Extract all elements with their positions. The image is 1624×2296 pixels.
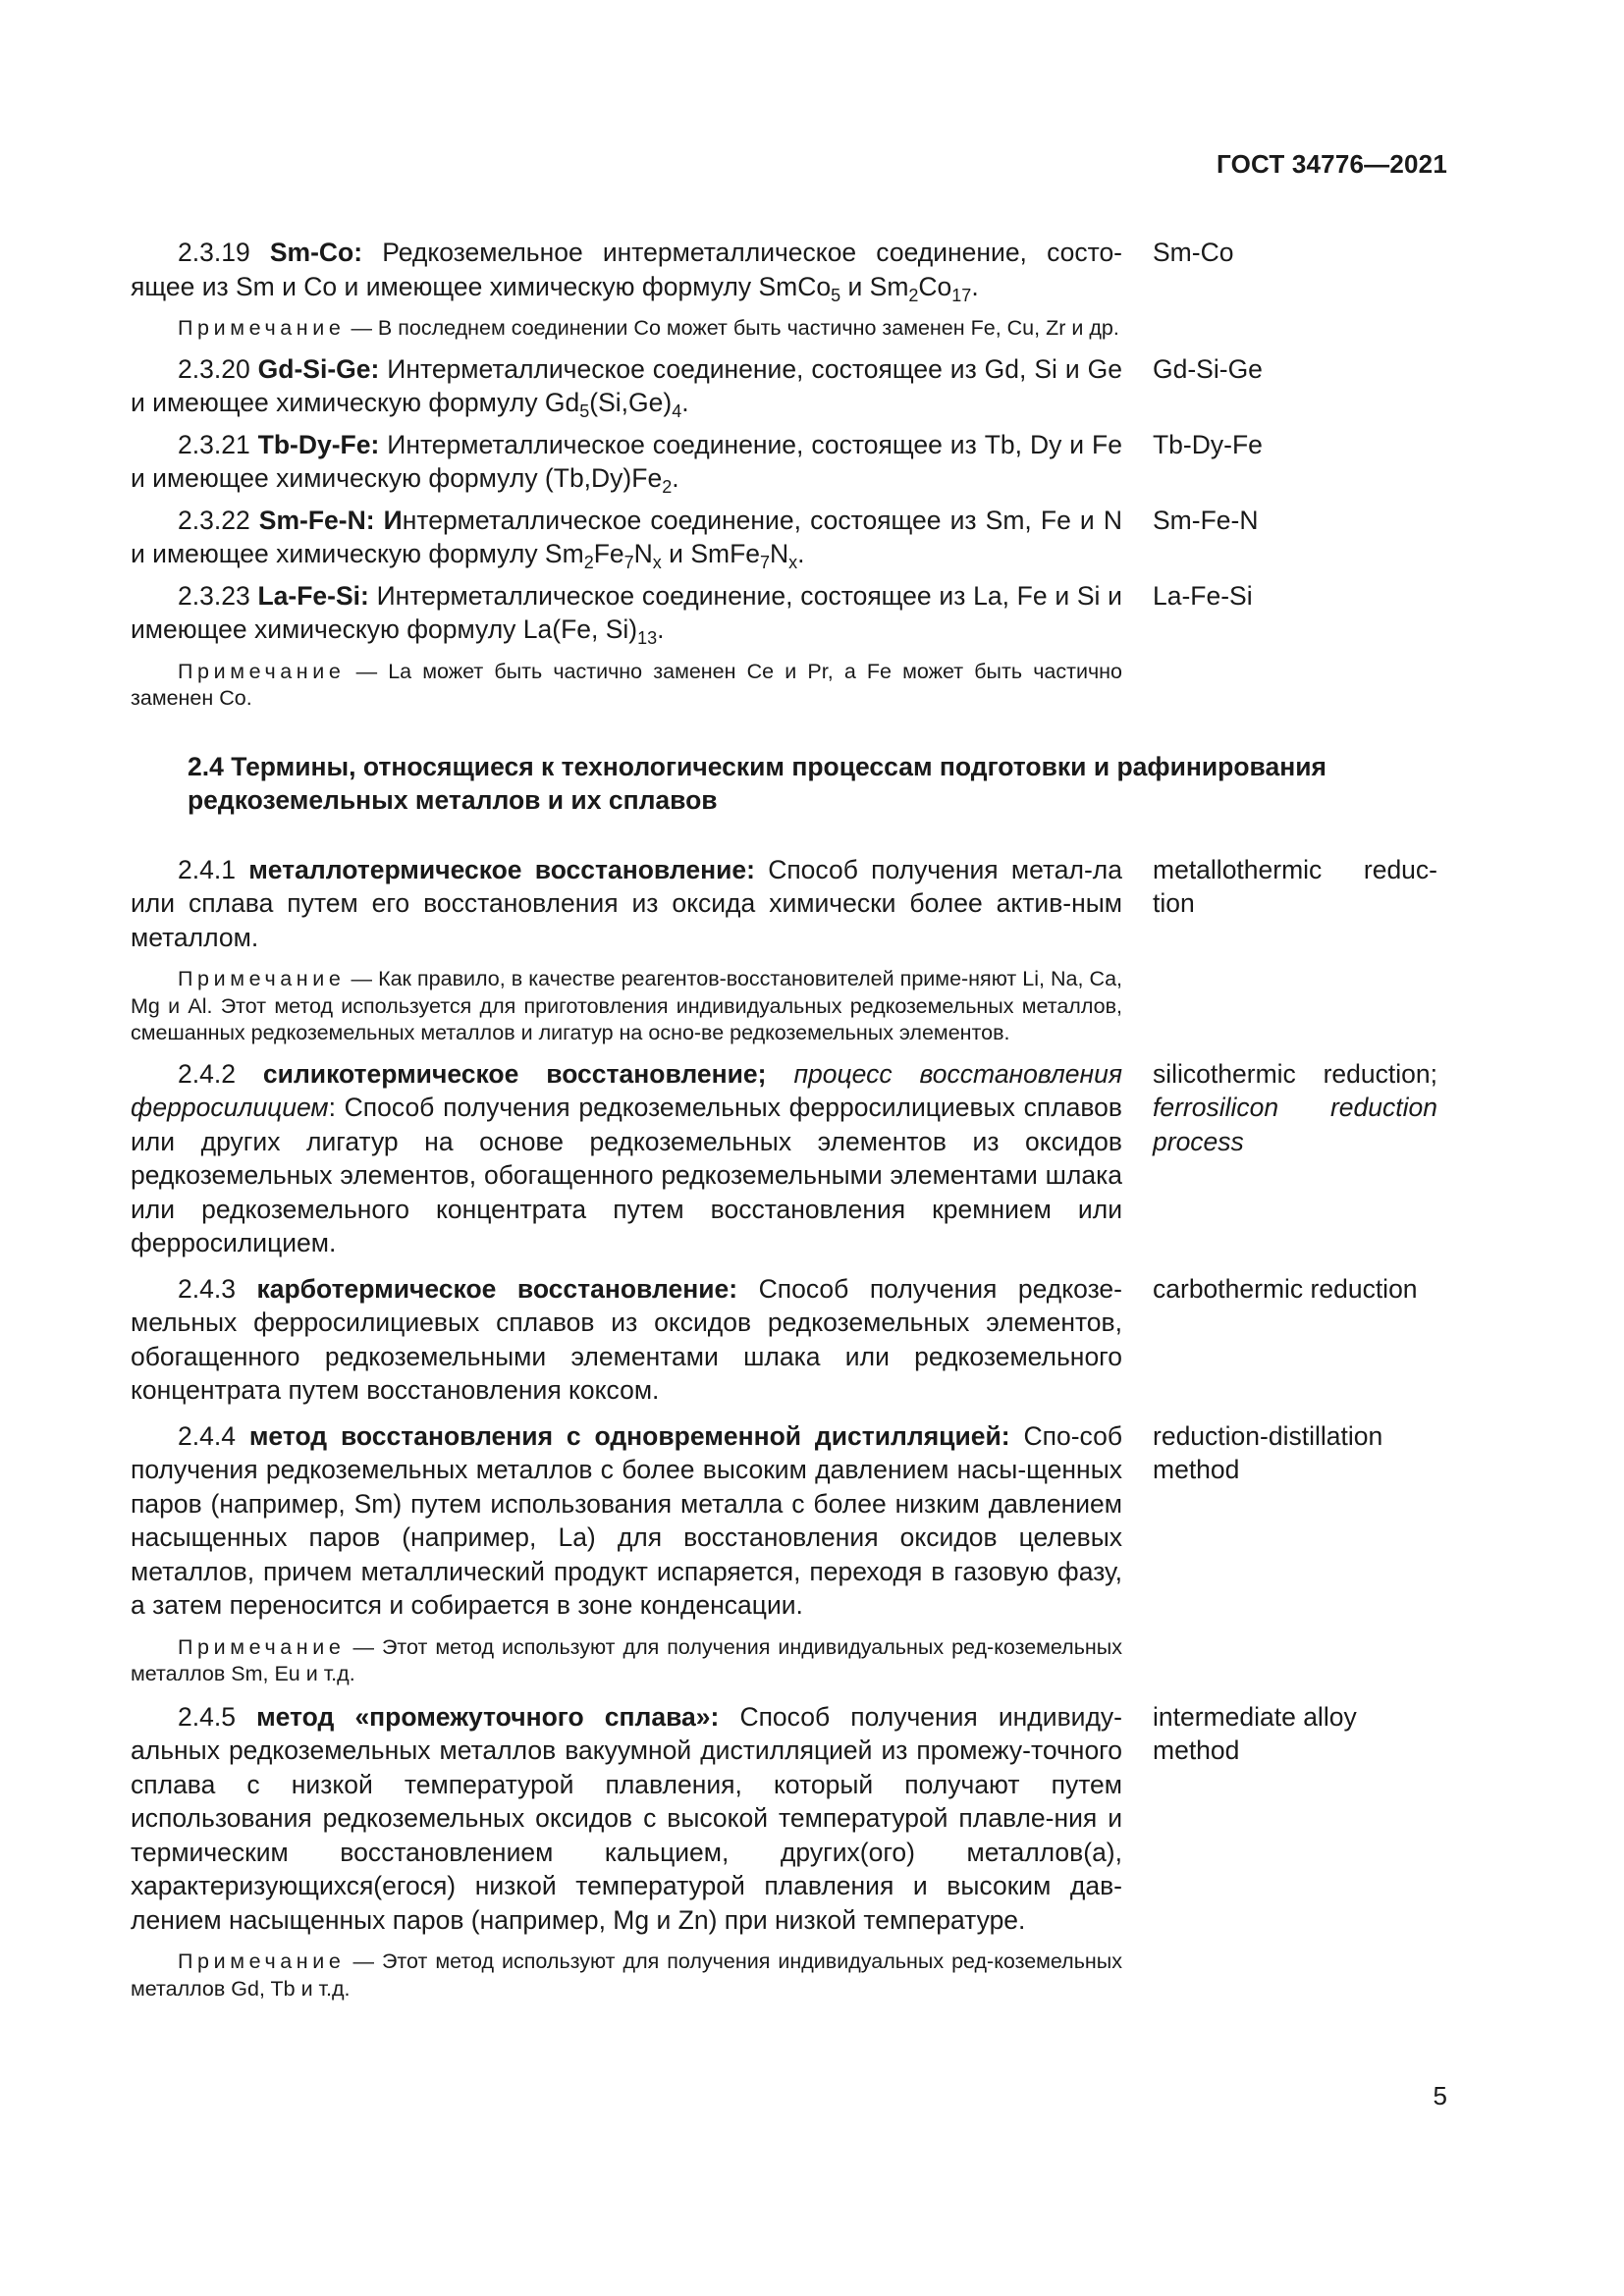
term-text: 2.3.19 Sm-Co: Редкоземельное интерметаллическое соединение, состо-ящее из Sm и Co и имеющее химическую формулу SmCo$_5$ и $Sm_2Co_{17}$. [131, 238, 1123, 305]
term-2-4-5 [131, 1700, 1437, 1938]
term-text: 2.4.5 метод «промежуточного сплава»: Способ получения индивиду-альных редкоземельных металлов вакуумной дистилляцией из промежу-точного сплава с низкой температурой плавления, который получают путем использования редкоземельных оксидов с высокой температурой плавле-ния и термическим восстановлением кальцием, других(ого) металлов(а), характеризующихся(егося) низкой температурой плавления и высоким дав-лением насыщенных паров (например, Mg и Zn) при низкой температуре. [131, 1701, 1122, 1935]
document-body [131, 236, 1437, 2002]
term-english: reduction-distillation method [1153, 1420, 1383, 1484]
term-2-3-22 [131, 504, 1437, 571]
term-english: metallothermic reduc-tion [1153, 854, 1437, 918]
term-2-3-21 [131, 428, 1437, 496]
note: Примечание — В последнем соединении Co может быть частично заменен Fe, Cu, Zr и др. [178, 316, 1119, 340]
term-2-4-4 [131, 1419, 1437, 1623]
term-2-3-20 [131, 352, 1437, 420]
term-text: 2.4.3 карботермическое восстановление: Способ получения редкозе-мельных ферросилициевых сплавов из оксидов редкоземельных элементов, обогащенного редкоземельными элементами шлака или редкоземельного концентрата путем восстановления коксом. [131, 1273, 1122, 1405]
section-heading: 2.4 Термины, относящиеся к технологическим процессам подготовки и рафинирования редкоземельных металлов и их сплавов [188, 751, 1326, 815]
term-text: 2.3.23 La-Fe-Si: Интерметаллическое соединение, состоящее из La, Fe и Si и имеющее химическую формулу La(Fe, $Si)_{13}$. [131, 580, 1122, 648]
term-text: 2.3.20 Gd-Si-Ge: Интерметаллическое соединение, состоящее из Gd, Si и Ge и имеющее химическую формулу $Gd_5(Si,Ge)_4$. [131, 353, 1122, 421]
term-english: La-Fe-Si [1153, 580, 1253, 611]
note: Примечание — La может быть частично заменен Ce и Pr, а Fe может быть частично заменен Co. [131, 659, 1122, 710]
term-english: intermediate alloy method [1153, 1701, 1357, 1765]
term-text: 2.4.4 метод восстановления с одновременной дистилляцией: Спо-соб получения редкоземельных металлов с более высоким давлением насы-щенных паров (например, Sm) путем использования металла с более низким давлением насыщенных паров (например, La) для восстановления оксидов целевых металлов, причем металлический продукт испаряется, переходя в газовую фазу, а затем переносится и собирается в зоне конденсации. [131, 1420, 1123, 1620]
term-2-3-19 [131, 236, 1437, 303]
term-english: Tb-Dy-Fe [1153, 429, 1263, 459]
term-text: 2.3.22 Sm-Fe-N: Интерметаллическое соединение, состоящее из Sm, Fe и N и имеющее химическую формулу $Sm_2Fe_7N_x$ и $SmFe_7N_x$. [131, 505, 1122, 572]
term-2-4-3 [131, 1272, 1437, 1408]
term-english: silicothermic reduction; ferrosilicon reduction process [1153, 1058, 1437, 1156]
term-english: Sm-Fe-N [1153, 505, 1259, 535]
term-2-3-23 [131, 579, 1437, 647]
page-number: 5 [1433, 2081, 1447, 2110]
term-text: 2.4.1 металлотермическое восстановление: Способ получения метал-ла или сплава путем его восстановления из оксида химически более актив-ным металлом. [131, 854, 1123, 952]
term-english: Gd-Si-Ge [1153, 353, 1263, 384]
term-english: carbothermic reduction [1153, 1273, 1418, 1304]
term-english: Sm-Co [1153, 238, 1234, 267]
term-text: 2.3.21 Tb-Dy-Fe: Интерметаллическое соединение, состоящее из Tb, Dy и Fe и имеющее химическую формулу $(Tb,Dy)Fe_2$. [131, 429, 1122, 497]
note: Примечание — Этот метод используют для получения индивидуальных ред-коземельных металлов Gd, Tb и т.д. [131, 1949, 1122, 2001]
term-2-4-1 [131, 853, 1437, 955]
note: Примечание — Этот метод используют для получения индивидуальных ред-коземельных металлов Sm, Eu и т.д. [131, 1634, 1122, 1685]
term-text: 2.4.2 силикотермическое восстановление; процесс восстановления ферросилицием: Способ получения редкоземельных ферросилициевых сплавов или других лигатур на основе редкоземельных элементов из оксидов редкоземельных элементов, обогащенного редкоземельными элементами шлака или редкоземельного концентрата путем восстановления кремнием или ферросилицием. [131, 1058, 1122, 1257]
note: Примечание — Как правило, в качестве реагентов-восстановителей приме-няют Li, Na, Ca, Mg и Al. Этот метод используется для приготовления индивидуальных редкоземельных металлов, смешанных редкоземельных металлов и лигатур на осно-ве редкоземельных элементов. [131, 967, 1122, 1044]
term-2-4-2 [131, 1057, 1437, 1260]
page-header: ГОСТ 34776—2021 [1217, 149, 1447, 179]
